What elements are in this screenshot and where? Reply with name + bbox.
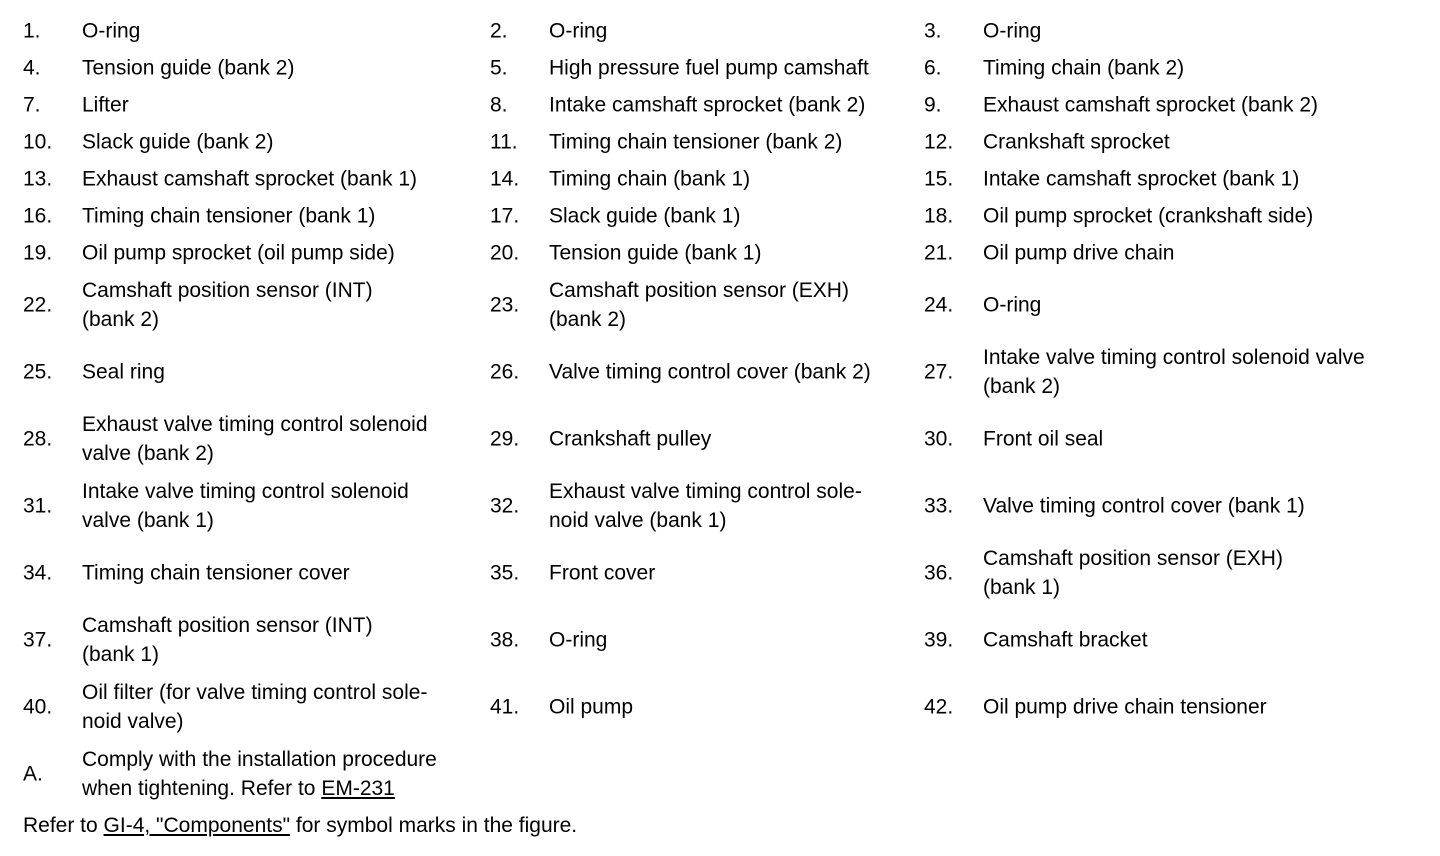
parts-legend: [23, 12, 1423, 807]
item-number: 37.: [23, 628, 53, 651]
item-description: [549, 16, 607, 45]
item-description: [549, 127, 842, 156]
item-description: [549, 424, 711, 453]
legend-row: [23, 86, 1423, 123]
item-description: [82, 558, 350, 587]
item-number: 16.: [23, 204, 53, 227]
description-line: Front cover: [549, 561, 656, 584]
item-description: [82, 678, 427, 736]
item-description: [983, 544, 1283, 602]
note-a-line1: Comply with the installation procedure: [82, 747, 437, 771]
description-line: Camshaft position sensor (INT): [82, 613, 373, 637]
item-description: [82, 164, 417, 193]
description-line: Timing chain tensioner cover: [82, 561, 350, 584]
item-number: 35.: [490, 561, 520, 584]
item-description: [82, 477, 409, 535]
item-number: 15.: [924, 167, 954, 190]
legend-row: [23, 405, 1423, 472]
item-number: 11.: [490, 130, 518, 153]
item-number: 3.: [924, 19, 942, 42]
item-number: 17.: [490, 204, 520, 227]
item-description: [983, 16, 1041, 45]
item-description: [983, 90, 1318, 119]
item-description: [983, 625, 1148, 654]
description-line: Seal ring: [82, 360, 165, 383]
description-line: Front oil seal: [983, 427, 1104, 450]
item-description: [549, 625, 607, 654]
description-line: O-ring: [983, 19, 1042, 42]
item-number: 9.: [924, 93, 942, 116]
item-number: 18.: [924, 204, 954, 227]
item-description: [549, 692, 633, 721]
item-description: [983, 290, 1041, 319]
item-description: [983, 53, 1184, 82]
item-number: 41.: [490, 695, 520, 718]
description-line: Intake valve timing control solenoid valve: [983, 345, 1365, 369]
legend-row: [23, 539, 1423, 606]
footer-suffix: for symbol marks in the figure.: [290, 814, 578, 837]
description-line: (bank 2): [549, 307, 627, 331]
description-line: Valve timing control cover (bank 2): [549, 360, 871, 383]
item-description: [82, 53, 294, 82]
item-description: [983, 692, 1267, 721]
description-line: High pressure fuel pump camshaft: [549, 56, 869, 79]
item-number: 5.: [490, 56, 508, 79]
item-description: [549, 477, 862, 535]
item-number: 27.: [924, 360, 954, 383]
item-number: 6.: [924, 56, 942, 79]
description-line: Oil pump sprocket (oil pump side): [82, 241, 395, 264]
item-description: [549, 53, 869, 82]
item-number: 7.: [23, 93, 41, 116]
item-number: 10.: [23, 130, 53, 153]
legend-row: [23, 160, 1423, 197]
legend-row: [23, 338, 1423, 405]
description-line: Camshaft position sensor (INT): [82, 278, 373, 302]
description-line: O-ring: [549, 19, 608, 42]
item-number: 38.: [490, 628, 520, 651]
item-description: [983, 491, 1305, 520]
description-line: Intake camshaft sprocket (bank 1): [983, 167, 1300, 190]
item-number: 20.: [490, 241, 520, 264]
symbol-reference-note: [23, 811, 577, 840]
legend-row: [23, 12, 1423, 49]
description-line: Exhaust camshaft sprocket (bank 2): [983, 93, 1318, 116]
description-line: valve (bank 1): [82, 508, 214, 532]
description-line: (bank 2): [983, 374, 1061, 398]
item-number: 21.: [924, 241, 954, 264]
item-description: [82, 238, 395, 267]
item-description: [983, 238, 1174, 267]
em-231-reference-link[interactable]: EM-231: [321, 776, 395, 800]
item-number: 31.: [23, 494, 53, 517]
item-number: 28.: [23, 427, 53, 450]
description-line: Exhaust valve timing control solenoid: [82, 412, 428, 436]
legend-row: [23, 197, 1423, 234]
item-number: 14.: [490, 167, 520, 190]
item-number: 4.: [23, 56, 41, 79]
description-line: Slack guide (bank 1): [549, 204, 741, 227]
description-line: O-ring: [983, 293, 1042, 316]
item-description: [549, 276, 849, 334]
description-line: noid valve (bank 1): [549, 508, 727, 532]
note-a-line2-prefix: when tightening. Refer to: [82, 776, 322, 800]
description-line: Timing chain (bank 1): [549, 167, 751, 190]
description-line: O-ring: [549, 628, 608, 651]
description-line: Camshaft position sensor (EXH): [983, 546, 1283, 570]
description-line: Intake valve timing control solenoid: [82, 479, 409, 503]
description-line: Oil pump sprocket (crankshaft side): [983, 204, 1314, 227]
description-line: O-ring: [82, 19, 141, 42]
item-number: 22.: [23, 293, 53, 316]
description-line: Tension guide (bank 2): [82, 56, 295, 79]
description-line: Oil pump drive chain tensioner: [983, 695, 1267, 718]
description-line: Intake camshaft sprocket (bank 2): [549, 93, 866, 116]
description-line: Lifter: [82, 93, 129, 116]
item-description: [82, 611, 373, 669]
item-number: 13.: [23, 167, 53, 190]
item-number: 33.: [924, 494, 954, 517]
item-number: 42.: [924, 695, 954, 718]
legend-row: [23, 123, 1423, 160]
description-line: Crankshaft sprocket: [983, 130, 1170, 153]
item-description: [82, 16, 140, 45]
description-line: Valve timing control cover (bank 1): [983, 494, 1305, 517]
footer-prefix: Refer to: [23, 814, 104, 837]
item-description: [983, 201, 1313, 230]
item-number: 25.: [23, 360, 53, 383]
item-description: [549, 90, 865, 119]
item-description: [549, 164, 750, 193]
item-number: 2.: [490, 19, 508, 42]
item-description: [983, 127, 1170, 156]
note-a-label: A.: [23, 762, 43, 785]
item-number: 19.: [23, 241, 53, 264]
item-number: 23.: [490, 293, 520, 316]
description-line: Camshaft position sensor (EXH): [549, 278, 849, 302]
description-line: valve (bank 2): [82, 441, 214, 465]
description-line: Crankshaft pulley: [549, 427, 712, 450]
description-line: Camshaft bracket: [983, 628, 1148, 651]
note-a-line2: [82, 774, 437, 803]
item-description: [82, 127, 273, 156]
description-line: Exhaust valve timing control sole-: [549, 479, 862, 503]
components-reference-link[interactable]: GI-4, "Components": [103, 814, 291, 837]
item-description: [983, 164, 1299, 193]
description-line: Tension guide (bank 1): [549, 241, 762, 264]
item-description: [549, 201, 740, 230]
legend-row: [23, 472, 1423, 539]
legend-row: [23, 271, 1423, 338]
legend-row: [23, 673, 1423, 740]
item-description: [82, 90, 129, 119]
description-line: Oil pump: [549, 695, 634, 718]
description-line: (bank 2): [82, 307, 160, 331]
description-line: (bank 1): [983, 575, 1061, 599]
item-description: [82, 201, 375, 230]
description-line: Oil filter (for valve timing control sole-: [82, 680, 428, 704]
item-description: [983, 343, 1365, 401]
item-description: [983, 424, 1103, 453]
item-number: 29.: [490, 427, 520, 450]
item-description: [82, 410, 428, 468]
item-number: 8.: [490, 93, 508, 116]
description-line: noid valve): [82, 709, 184, 733]
item-number: 36.: [924, 561, 954, 584]
item-number: 12.: [924, 130, 954, 153]
legend-row: [23, 606, 1423, 673]
description-line: Slack guide (bank 2): [82, 130, 274, 153]
item-number: 24.: [924, 293, 954, 316]
item-number: 1.: [23, 19, 41, 42]
description-line: Oil pump drive chain: [983, 241, 1175, 264]
description-line: Timing chain tensioner (bank 2): [549, 130, 843, 153]
description-line: Timing chain tensioner (bank 1): [82, 204, 376, 227]
description-line: (bank 1): [82, 642, 160, 666]
item-number: 30.: [924, 427, 954, 450]
legend-row: [23, 234, 1423, 271]
item-description: [549, 238, 761, 267]
item-number: 26.: [490, 360, 520, 383]
item-description: [82, 357, 165, 386]
item-description: [549, 558, 655, 587]
item-description: [82, 276, 373, 334]
item-number: 34.: [23, 561, 53, 584]
item-description: [549, 357, 871, 386]
legend-row: [23, 49, 1423, 86]
item-number: 32.: [490, 494, 520, 517]
description-line: Timing chain (bank 2): [983, 56, 1185, 79]
note-a-text: [82, 745, 437, 803]
description-line: Exhaust camshaft sprocket (bank 1): [82, 167, 417, 190]
item-number: 39.: [924, 628, 954, 651]
item-number: 40.: [23, 695, 53, 718]
note-a-row: [23, 740, 1423, 807]
